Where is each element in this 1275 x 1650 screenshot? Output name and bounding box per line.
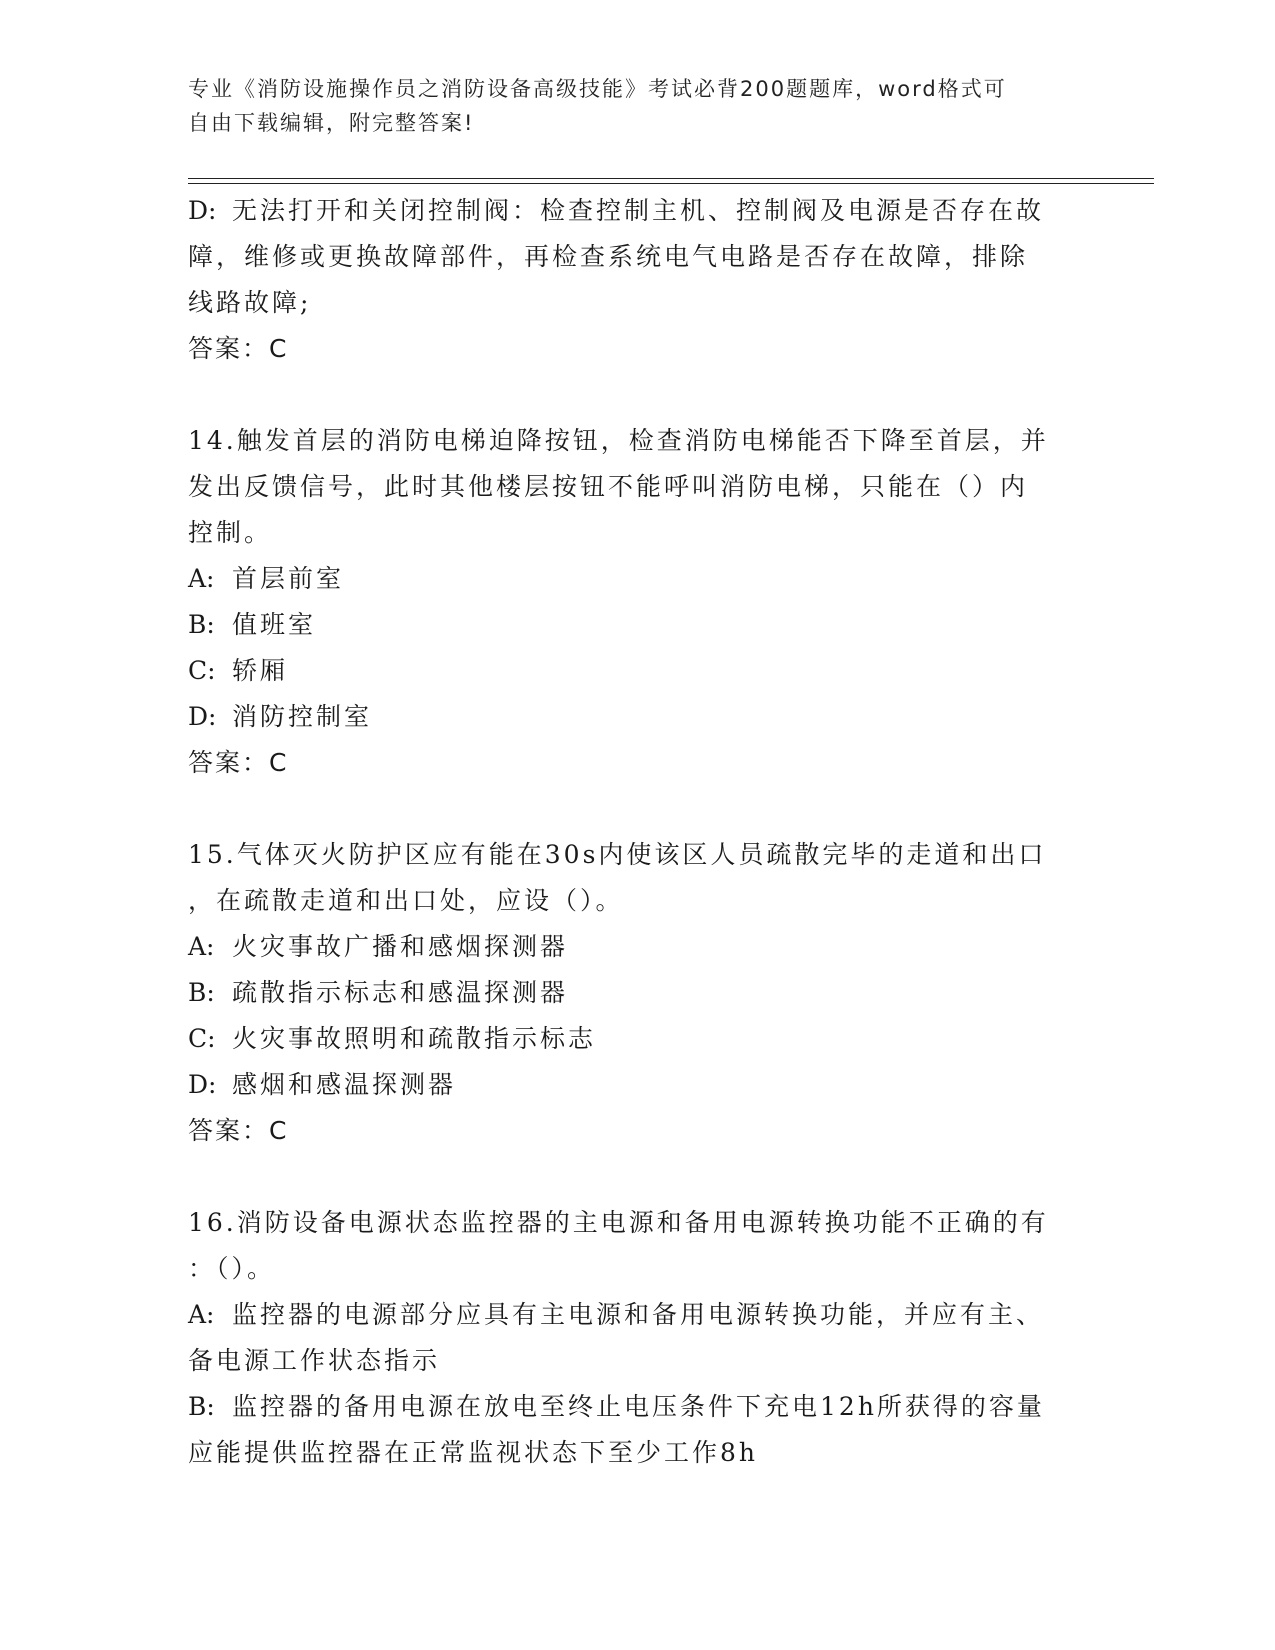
option-d: D: 感烟和感温探测器 bbox=[188, 1070, 457, 1099]
option-c: C: 火灾事故照明和疏散指示标志 bbox=[188, 1024, 597, 1053]
question-stem-line: 14.触发首层的消防电梯迫降按钮，检查消防电梯能否下降至首层，并 bbox=[188, 426, 1049, 455]
option-text-line: 障，维修或更换故障部件，再检查系统电气电路是否存在故障，排除 bbox=[188, 242, 1029, 271]
option-b: B: 疏散指示标志和感温探测器 bbox=[188, 978, 569, 1007]
option-a: A: 监控器的电源部分应具有主电源和备用电源转换功能，并应有主、 bbox=[188, 1300, 1045, 1329]
question-14 bbox=[188, 418, 1088, 786]
answer-line: 答案：C bbox=[188, 748, 289, 777]
answer-line: 答案：C bbox=[188, 334, 289, 363]
question-16 bbox=[188, 1200, 1088, 1476]
option-d: D: 消防控制室 bbox=[188, 702, 373, 731]
option-text-line: 线路故障; bbox=[188, 288, 312, 317]
page-header bbox=[188, 72, 1088, 140]
question-stem-line: 控制。 bbox=[188, 518, 273, 547]
option-text-line: 无法打开和关闭控制阀：检查控制主机、控制阀及电源是否存在故 bbox=[232, 196, 1045, 225]
question-13-continuation bbox=[188, 188, 1088, 372]
option-text-line: 备电源工作状态指示 bbox=[188, 1346, 441, 1375]
header-divider bbox=[188, 178, 1154, 184]
question-stem-line: 15.气体灭火防护区应有能在30s内使该区人员疏散完毕的走道和出口 bbox=[188, 840, 1047, 869]
header-title-line-2: 自由下载编辑，附完整答案! bbox=[188, 111, 475, 135]
question-stem-line: 发出反馈信号，此时其他楼层按钮不能呼叫消防电梯，只能在（）内 bbox=[188, 472, 1029, 501]
question-stem-line: ，在疏散走道和出口处，应设（）。 bbox=[188, 886, 624, 915]
header-title-line-1: 专业《消防设施操作员之消防设备高级技能》考试必背200题题库，word格式可 bbox=[188, 77, 1007, 101]
answer-line: 答案：C bbox=[188, 1116, 289, 1145]
option-text-line: 应能提供监控器在正常监视状态下至少工作8h bbox=[188, 1438, 759, 1467]
option-a: A: 火灾事故广播和感烟探测器 bbox=[188, 932, 569, 961]
option-key: D: bbox=[188, 196, 217, 225]
document-body bbox=[188, 188, 1088, 1476]
option-b: B: 值班室 bbox=[188, 610, 317, 639]
question-stem-line: ：（）。 bbox=[188, 1254, 276, 1283]
question-stem-line: 16.消防设备电源状态监控器的主电源和备用电源转换功能不正确的有 bbox=[188, 1208, 1049, 1237]
option-b: B: 监控器的备用电源在放电至终止电压条件下充电12h所获得的容量 bbox=[188, 1392, 1045, 1421]
option-a: A: 首层前室 bbox=[188, 564, 345, 593]
question-15 bbox=[188, 832, 1088, 1154]
option-c: C: 轿厢 bbox=[188, 656, 289, 685]
